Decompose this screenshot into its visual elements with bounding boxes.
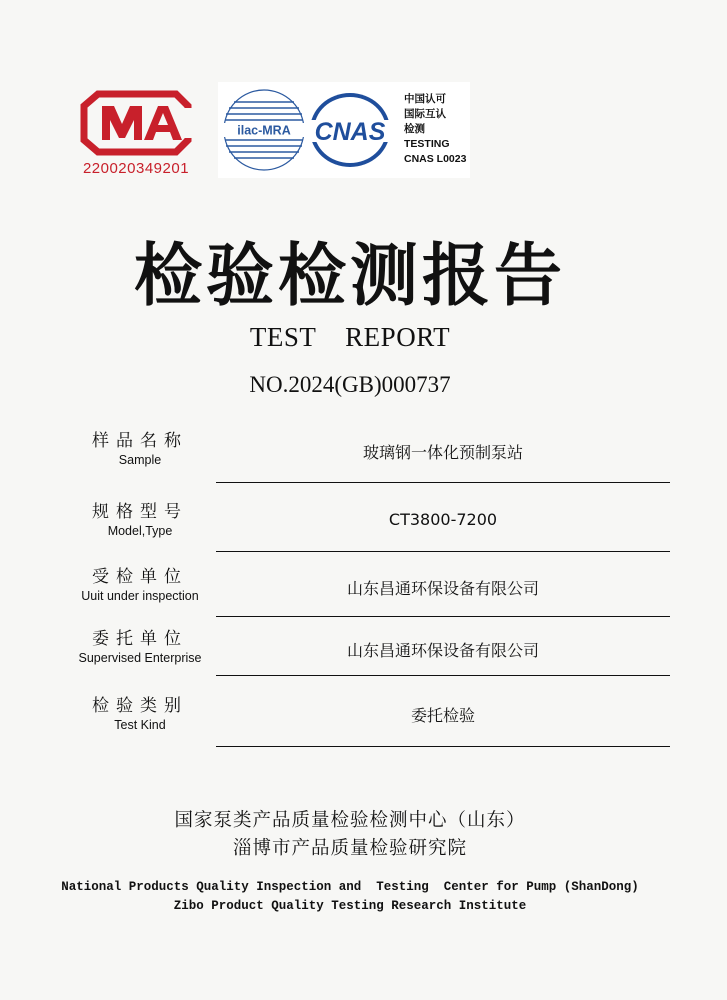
client-label xyxy=(60,628,220,666)
model-label xyxy=(60,501,220,539)
inspected-unit-value: 山东昌通环保设备有限公司 xyxy=(346,579,539,598)
test-kind-value: 委托检验 xyxy=(410,706,475,725)
report-number: NO.2024(GB)000737 xyxy=(249,372,451,397)
sample-label-cn: 样品名称 xyxy=(92,431,188,451)
organization-subname-cn: 淄博市产品质量检验研究院 xyxy=(232,838,467,859)
organization-name-en: National Products Quality Inspection and Testing Center for Pump (ShanDong) xyxy=(61,880,639,894)
inspected-unit-label-cn: 受检单位 xyxy=(92,567,188,587)
client-value: 山东昌通环保设备有限公司 xyxy=(346,641,539,660)
organization-subname-en: Zibo Product Quality Testing Research Institute xyxy=(173,899,527,913)
ilac-mra-logo xyxy=(220,86,308,174)
cnas-caption-line: CNAS L0023 xyxy=(404,153,467,165)
sample-label xyxy=(60,430,220,468)
test-kind-underline xyxy=(216,746,670,747)
cnas-caption-line: 检测 xyxy=(404,123,425,135)
inspected-unit-label xyxy=(60,566,220,604)
accreditation-logos xyxy=(218,82,470,178)
model-value: CT3800-7200 xyxy=(388,510,498,529)
cnas-logo xyxy=(308,90,392,170)
test-kind-label-en: Test Kind xyxy=(114,718,166,732)
sample-value: 玻璃钢一体化预制泵站 xyxy=(362,443,523,462)
client-label-cn: 委托单位 xyxy=(92,629,188,649)
cnas-caption xyxy=(404,92,470,167)
model-label-en: Model,Type xyxy=(107,524,173,538)
model-label-cn: 规格型号 xyxy=(92,502,188,522)
sample-label-en: Sample xyxy=(118,453,162,467)
report-title-en: TEST REPORT xyxy=(249,322,451,352)
cma-number: 220020349201 xyxy=(82,160,190,177)
inspected-unit-underline xyxy=(216,616,670,617)
cnas-caption-line: TESTING xyxy=(404,138,450,150)
test-kind-label-cn: 检验类别 xyxy=(92,696,188,716)
cma-mark xyxy=(78,88,194,158)
report-title-cn: 检验检测报告 xyxy=(133,237,566,316)
cma-logo xyxy=(78,88,194,180)
client-label-en: Supervised Enterprise xyxy=(78,651,202,665)
model-underline xyxy=(216,551,670,552)
ilac-text: ilac-MRA xyxy=(237,123,291,138)
organization-name-cn: 国家泵类产品质量检验检测中心（山东） xyxy=(174,810,526,831)
cnas-caption-line: 国际互认 xyxy=(404,108,446,120)
sample-underline xyxy=(216,482,670,483)
cnas-text: CNAS xyxy=(314,118,386,146)
test-kind-label xyxy=(60,695,220,733)
inspected-unit-label-en: Uuit under inspection xyxy=(81,589,199,603)
cnas-caption-line: 中国认可 xyxy=(404,93,446,105)
client-underline xyxy=(216,675,670,676)
